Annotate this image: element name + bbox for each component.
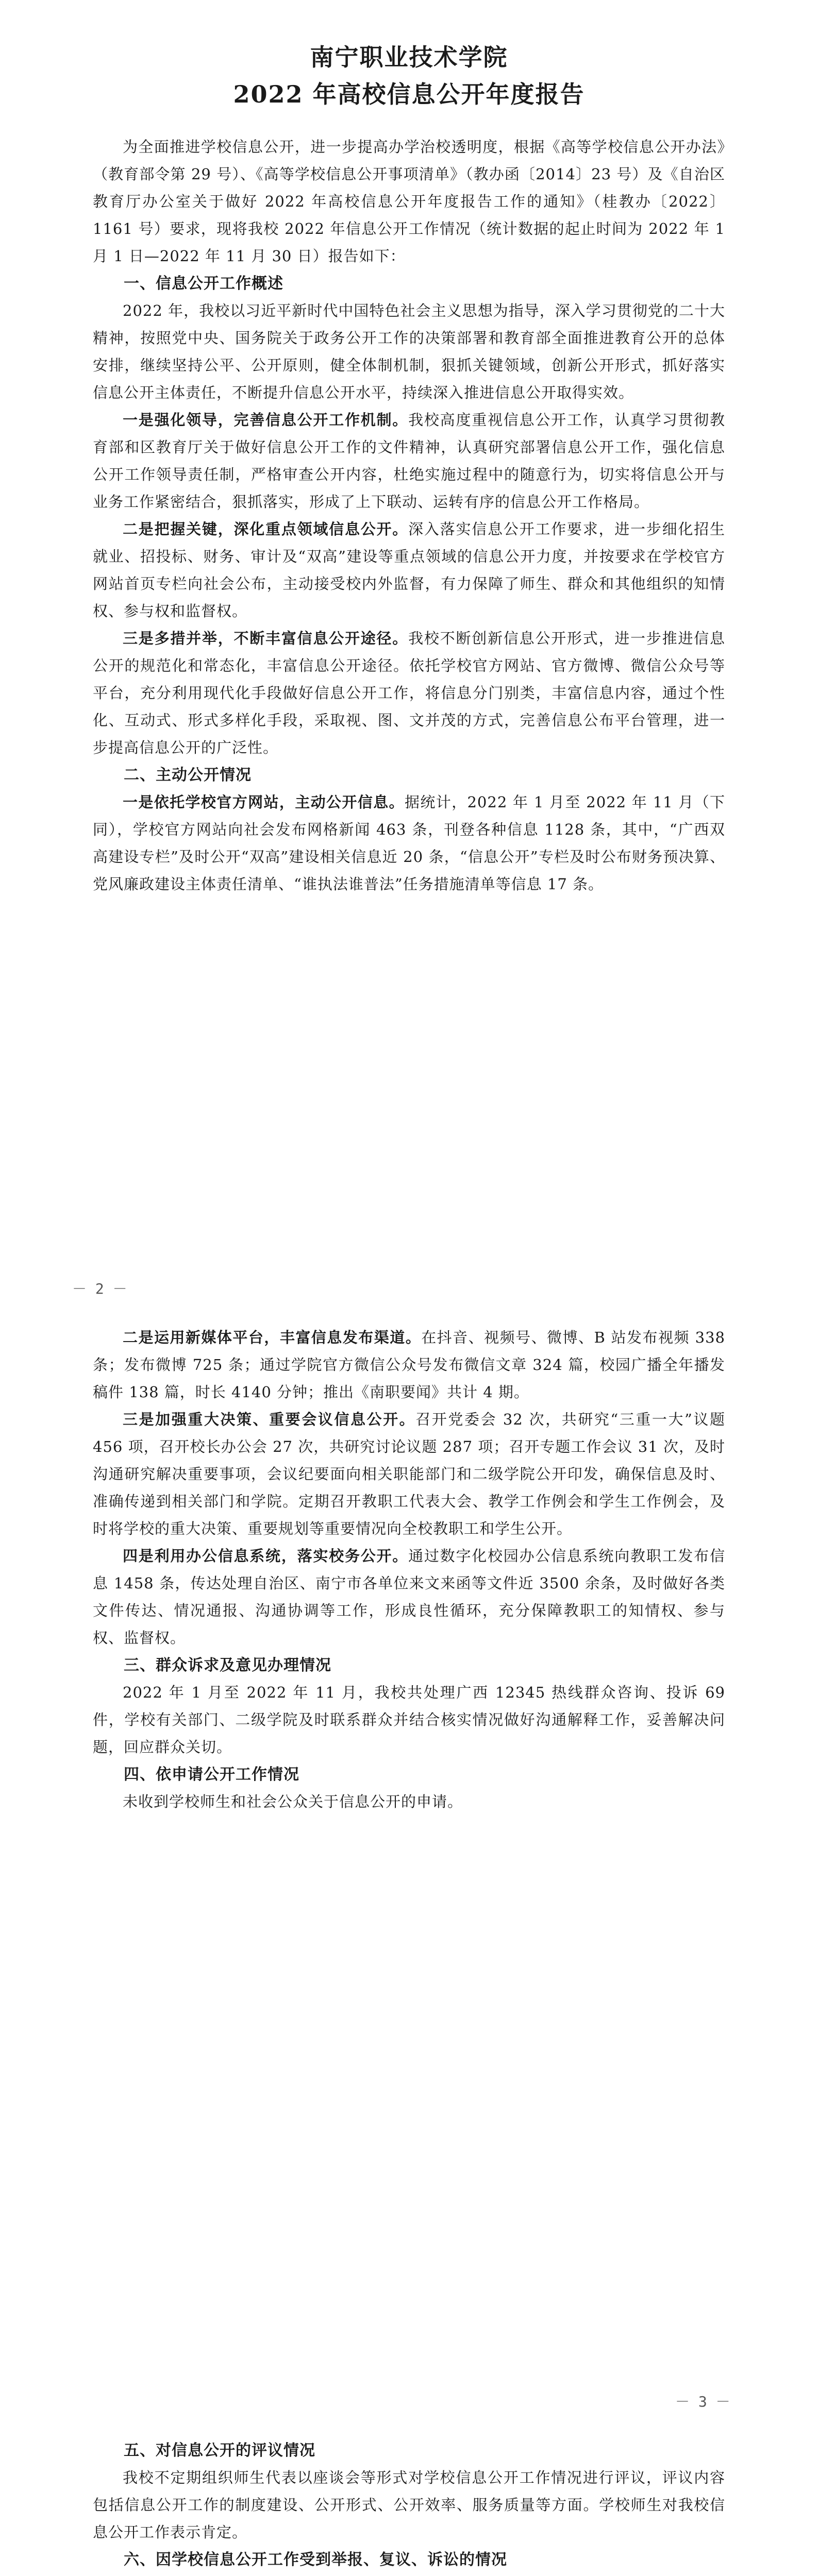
section-2-paragraph-2 (93, 1324, 725, 1406)
section-1-paragraph-2 (93, 406, 725, 516)
section-2-p3-body: 召开党委会 32 次，共研究“三重一大”议题 456 项，召开校长办公会 27 次，共研究讨论议题 287 项；召开专题工作会议 31 次，及时沟通研究解决重要事项，会议纪要面向相关职能部门和二级学院公开印发，确保信息及时、准确传递到相关部门和学院。定期召开教职工代表大会、教学工作例会和学生工作例会，及时将学校的重大决策、重要规划等重要情况向全校教职工和学生公开。 (93, 1411, 725, 1537)
section-2-p1-lead: 一是依托学校官方网站，主动公开信息。 (123, 793, 405, 811)
section-2-p4-body: 通过数字化校园办公信息系统向教职工发布信息 1458 条，传达处理自治区、南宁市各单位来文来函等文件近 3500 余条，及时做好各类文件传达、情况通报、沟通协调等工作，形成良性循环，充分保障教职工的知情权、参与权、监督权。 (93, 1547, 725, 1647)
section-1-paragraph-1: 2022 年，我校以习近平新时代中国特色社会主义思想为指导，深入学习贯彻党的二十大精神，按照党中央、国务院关于政务公开工作的决策部署和教育部全面推进教育公开的总体安排，继续坚持公平、公开原则，健全体制机制，狠抓关键领域，创新公开形式，抓好落实信息公开主体责任，不断提升信息公开水平，持续深入推进信息公开取得实效。 (93, 302, 725, 401)
section-1-p4-lead: 三是多措并举，不断丰富信息公开途径。 (123, 630, 409, 647)
report-title: 2022 年高校信息公开年度报告 (233, 80, 585, 108)
section-2-p1-body: 据统计，2022 年 1 月至 2022 年 11 月（下同），学校官方网站向社会发布网格新闻 463 条，刊登各种信息 1128 条，其中，“广西双高建设专栏”及时公开“双高”建设相关信息近 20 条，“信息公开”专栏及时公布财务预决算、党风廉政建设主体责任清单、“谁执法谁普法”任务措施清单等信息 17 条。 (93, 793, 725, 893)
section-1-p3-body: 深入落实信息公开工作要求，进一步细化招生就业、招投标、财务、审计及“双高”建设等重点领域的信息公开力度，并按要求在学校官方网站首页专栏向社会公布，主动接受校内外监督，有力保障了师生、群众和其他组织的知情权、参与权和监督权。 (93, 520, 725, 620)
page-1-content (93, 39, 725, 898)
page-2 (0, 1319, 818, 2427)
section-2-paragraph-3 (93, 1406, 725, 1543)
section-2-paragraph-4 (93, 1543, 725, 1652)
section-5-heading: 五、对信息公开的评议情况 (124, 2442, 315, 2460)
section-2-heading: 二、主动公开情况 (124, 766, 252, 784)
section-6-paragraph (93, 2573, 725, 2576)
section-1-paragraph-4 (93, 625, 725, 761)
section-2-p2-lead: 二是运用新媒体平台，丰富信息发布渠道。 (123, 1329, 422, 1346)
intro-paragraph: 为全面推进学校信息公开，进一步提高办学治校透明度，根据《高等学校信息公开办法》（教育部令第 29 号）、《高等学校信息公开事项清单》（教办函〔2014〕23 号）及《自治区教育厅办公室关于做好 2022 年高校信息公开年度报告工作的通知》（桂教办〔2022〕1161 号）要求，现将我校 2022 年信息公开工作情况（统计数据的起止时间为 2022 年 1 月 1 日—2022 年 11 月 30 日）报告如下： (93, 138, 725, 265)
page-number-2: － 2 － (72, 1280, 127, 1297)
page-3 (0, 2432, 818, 2576)
page-number-3: － 3 － (675, 2393, 730, 2410)
section-6-heading: 六、因学校信息公开工作受到举报、复议、诉讼的情况 (124, 2551, 507, 2569)
section-1-p3-lead: 二是把握关键，深化重点领域信息公开。 (123, 520, 409, 538)
page-3-content (93, 2437, 725, 2576)
section-2-p2-body: 在抖音、视频号、微博、B 站发布视频 338 条；发布微博 725 条；通过学院官方微信公众号发布微信文章 324 篇，校园广播全年播发稿件 138 篇，时长 4140 分钟；推出《南职要闻》共计 4 期。 (93, 1329, 725, 1401)
section-1-paragraph-3 (93, 516, 725, 625)
section-4-paragraph: 未收到学校师生和社会公众关于信息公开的申请。 (123, 1793, 463, 1810)
section-5-paragraph: 我校不定期组织师生代表以座谈会等形式对学校信息公开工作情况进行评议，评议内容包括信息公开工作的制度建设、公开形式、公开效率、服务质量等方面。学校师生对我校信息公开工作表示肯定。 (93, 2469, 725, 2541)
org-title: 南宁职业技术学院 (310, 43, 508, 71)
page-2-content (93, 1324, 725, 1816)
section-3-paragraph: 2022 年 1 月至 2022 年 11 月，我校共处理广西 12345 热线群众咨询、投诉 69 件，学校有关部门、二级学院及时联系群众并结合核实情况做好沟通解释工作，妥善解决问题，回应群众关切。 (93, 1684, 725, 1756)
section-4-heading: 四、依申请公开工作情况 (124, 1766, 299, 1784)
section-1-heading: 一、信息公开工作概述 (124, 275, 283, 293)
section-1-p2-lead: 一是强化领导，完善信息公开工作机制。 (123, 411, 409, 429)
section-2-paragraph-1 (93, 789, 725, 898)
section-1-p4-body: 我校不断创新信息公开形式，进一步推进信息公开的规范化和常态化，丰富信息公开途径。依托学校官方网站、官方微博、微信公众号等平台，充分利用现代化手段做好信息公开工作，将信息分门别类，丰富信息内容，通过个性化、互动式、形式多样化手段，采取视、图、文并茂的方式，完善信息公布平台管理，进一步提高信息公开的广泛性。 (93, 630, 725, 756)
section-2-p4-lead: 四是利用办公信息系统，落实校务公开。 (123, 1547, 409, 1565)
section-3-heading: 三、群众诉求及意见办理情况 (124, 1656, 331, 1674)
section-1-p2-body: 我校高度重视信息公开工作，认真学习贯彻教育部和区教育厅关于做好信息公开工作的文件精神，认真研究部署信息公开工作，强化信息公开工作领导责任制，严格审查公开内容，杜绝实施过程中的随意行为，切实将信息公开与业务工作紧密结合，狠抓落实，形成了上下联动、运转有序的信息公开工作格局。 (93, 411, 725, 511)
section-2-p3-lead: 三是加强重大决策、重要会议信息公开。 (123, 1411, 416, 1428)
